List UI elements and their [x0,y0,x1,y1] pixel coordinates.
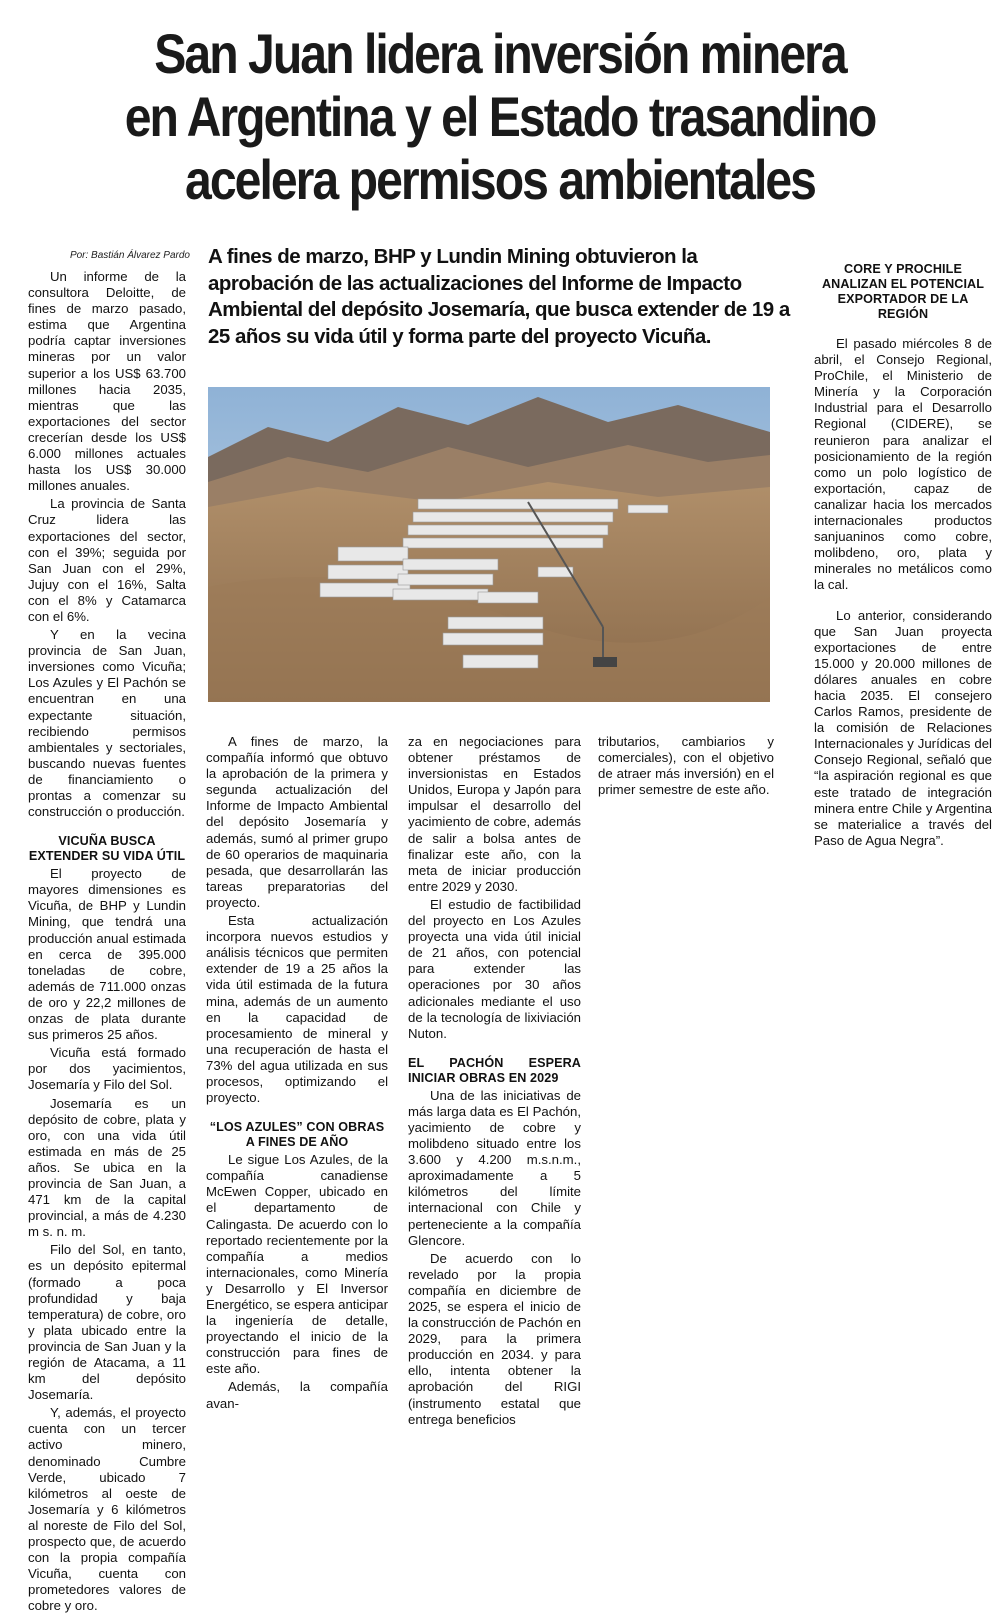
deck-summary: A fines de marzo, BHP y Lundin Mining obtuvieron la aprobación de las actualizaciones del Informe de Impacto Ambiental del depósito Josemaría, que busca extender de 19 a 25 años su vida útil y forma parte del proyecto Vicuña. [208,245,790,348]
headline-line-2: en Argentina y el Estado trasandino [124,85,876,148]
paragraph: Vicuña está formado por dos yacimientos, Josemaría y Filo del Sol. [28,1045,186,1093]
article-column-5 [814,262,992,849]
article-column-3 [408,734,581,1428]
headline [87,22,913,211]
paragraph: El pasado miércoles 8 de abril, el Consejo Regional, ProChile, el Ministerio de Minería y la Corporación Industrial para el Desarrollo Regional (CIDERE), se reunieron para analizar el posicionamiento de la región como un polo logístico de exportación, capaz de canalizar hacia los mercados internacionales productos sanjuaninos como cobre, molibdeno, oro, plata y minerales no metálicos como la cal. [814,336,992,593]
paragraph: Le sigue Los Azules, de la compañía canadiense McEwen Copper, ubicado en el departamento de Calingasta. De acuerdo con lo reportado recientemente por la compañía a medios internacionales, como Minería y Desarrollo y El Inversor Energético, se espera anticipar la ingeniería de detalle, proyectando el inicio de la construcción para fines de este año. [206,1152,388,1377]
paragraph: Josemaría es un depósito de cobre, plata y oro, con una vida útil estimada en más de 25 años. Se ubica en la provincia de San Juan, a 471 km de la capital provincial, a más de 4.230 m s. n. m. [28,1095,186,1240]
paragraph: Filo del Sol, en tanto, es un depósito epitermal (formado a poca profundidad y baja temperatura) de cobre, oro y plata ubicado entre la provincia de San Juan y la región de Atacama, a 11 km del depósito Josemaría. [28,1242,186,1403]
headline-line-3: acelera permisos ambientales [185,148,815,211]
paragraph: A fines de marzo, la compañía informó que obtuvo la aprobación de la primera y segunda actualización del Informe de Impacto Ambiental del depósito Josemaría y además, sumó al primer grupo de 60 operarios de maquinaria pesada, que desarrollarán las tareas preparatorias del proyecto. [206,734,388,910]
paragraph: De acuerdo con lo revelado por la propia compañía en diciembre de 2025, se espera el inicio de la construcción de Pachón en 2029, para la primera producción en 2034. y para ello, intenta obtener la aprobación del RIGI (instrumento estatal que entrega beneficios [408,1250,582,1427]
paragraph: El proyecto de mayores dimensiones es Vicuña, de BHP y Lundin Mining, que tendrá una producción anual estimada en cerca de 395.000 toneladas de cobre, además de 711.000 onzas de oro y 22,2 millones de onzas de plata durante sus primeros 25 años. [28,866,186,1043]
paragraph: Además, la compañía avan- [206,1379,388,1411]
paragraph: Una de las iniciativas de más larga data es El Pachón, yacimiento de cobre y molibdeno situado entre los 3.600 y 4.200 m.s.n.m., aproximadamente a 5 kilómetros del límite internacional con Chile y perteneciente a la compañía Glencore. [408,1087,581,1248]
byline: Por: Bastián Álvarez Pardo [69,250,190,261]
paragraph: Lo anterior, considerando que San Juan proyecta exportaciones de entre 15.000 y 20.000 millones de dólares anuales en cobre hacia 2035. El consejero Carlos Ramos, presidente de la comisión de Relaciones Internacionales y Jurídicas del Consejo Regional, señaló que “la aspiración regional es que este tratado de integración minera entre Chile y Argentina se materialice a través del Paso de Agua Negra”. [814,607,992,848]
paragraph: Y en la vecina provincia de San Juan, inversiones como Vicuña; Los Azules y El Pachón se encuentran en una expectante situación, recibiendo permisos ambientales y sectoriales, buscando nuevas fuentes de financiamiento o prontas a comenzar su construcción o producción. [28,627,186,820]
paragraph: tributarios, cambiarios y comerciales), con el objetivo de atraer más inversión) en el primer semestre de este año. [598,734,774,798]
section-heading: CORE Y PROCHILE ANALIZAN EL POTENCIAL EXPORTADOR DE LA REGIÓN [821,262,985,321]
paragraph: Un informe de la consultora Deloitte, de fines de marzo pasado, estima que Argentina podría captar inversiones mineras por un valor superior a los US$ 63.700 millones hacia 2035, mientras que las exportaciones del sector crecerían desde los US$ 6.000 millones actuales hasta los US$ 30.000 millones anuales. [28,269,186,494]
section-heading: “LOS AZULES” CON OBRAS A FINES DE AÑO [209,1120,385,1150]
article-column-1 [28,269,186,1615]
paragraph: La provincia de Santa Cruz lidera las exportaciones del sector, con el 39%; seguida por San Juan con el 29%, Jujuy con el 16%, Salta con el 8% y Catamarca con el 6%. [28,496,186,624]
paragraph: za en negociaciones para obtener préstamos de inversionistas en Estados Unidos, Europa y Japón para impulsar el desarrollo del yacimiento de cobre, además de salir a bolsa antes de finalizar este año, con la meta de iniciar producción entre 2029 y 2030. [408,734,581,894]
paragraph: Esta actualización incorpora nuevos estudios y análisis técnicos que permiten extender de 19 a 25 años la vida útil estimada de la futura mina, además de un aumento en la capacidad de procesamiento de mineral y una recuperación de hasta el 73% del agua utilizada en sus procesos, optimizando el proyecto. [206,913,388,1106]
article-column-2 [206,734,388,1412]
paragraph: El estudio de factibilidad del proyecto en Los Azules proyecta una vida útil inicial de 21 años, con potencial para extender las operaciones por 30 años adicionales mediante el uso de la tecnología de lixiviación Nuton. [408,896,581,1041]
headline-line-1: San Juan lidera inversión minera [154,22,846,85]
paragraph: Y, además, el proyecto cuenta con un tercer activo minero, denominado Cumbre Verde, ubicado 7 kilómetros al oeste de Josemaría y 6 kilómetros al noreste de Filo del Sol, prospecto que, de acuerdo con la propia compañía Vicuña, cuenta con prometedores valores de cobre y oro. [28,1405,186,1614]
mining-camp-photo [208,387,770,702]
section-heading: EL PACHÓN ESPERA INICIAR OBRAS EN 2029 [408,1055,581,1085]
article-column-4 [598,734,774,798]
section-heading: VICUÑA BUSCA EXTENDER SU VIDA ÚTIL [28,834,186,864]
